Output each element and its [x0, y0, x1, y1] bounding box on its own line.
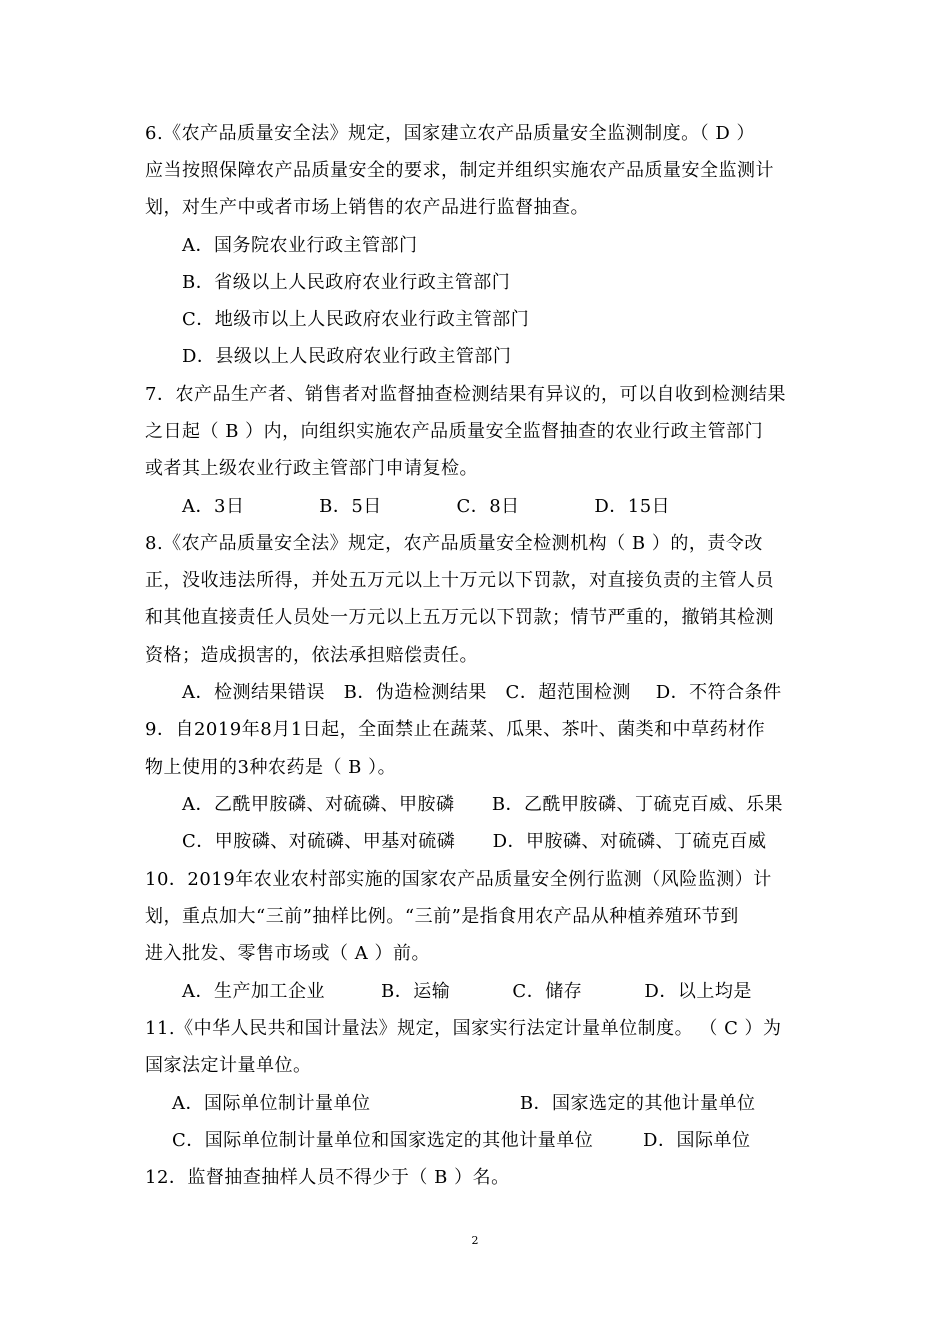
q9-line-2: 物上使用的3种农药是（ B ）。 — [145, 757, 397, 778]
q7-line-1: 7．农产品生产者、销售者对监督抽查检测结果有异议的，可以自收到检测结果 — [145, 384, 786, 405]
q6-line-2: 应当按照保障农产品质量安全的要求，制定并组织实施农产品质量安全监测计 — [145, 160, 774, 181]
q9-options-cd: C．甲胺磷、对硫磷、甲基对硫磷 D．甲胺磷、对硫磷、丁硫克百威 — [182, 831, 767, 852]
page-number: 2 — [471, 1234, 479, 1247]
q7-line-2: 之日起（ B ）内，向组织实施农产品质量安全监督抽查的农业行政主管部门 — [145, 421, 764, 442]
q8-line-2: 正，没收违法所得，并处五万元以上十万元以下罚款，对直接负责的主管人员 — [145, 570, 774, 591]
q7-line-3: 或者其上级农业行政主管部门申请复检。 — [145, 458, 478, 479]
q6-option-c: C．地级市以上人民政府农业行政主管部门 — [182, 309, 530, 330]
q6-option-d: D．县级以上人民政府农业行政主管部门 — [182, 346, 512, 367]
q10-options: A．生产加工企业 B．运输 C．储存 D．以上均是 — [182, 981, 752, 1002]
q11-line-1: 11.《中华人民共和国计量法》规定，国家实行法定计量单位制度。 （ C ）为 — [145, 1018, 782, 1039]
q11-line-2: 国家法定计量单位。 — [145, 1055, 312, 1076]
q8-line-3: 和其他直接责任人员处一万元以上五万元以下罚款；情节严重的，撤销其检测 — [145, 607, 774, 628]
q7-options: A．3日 B．5日 C．8日 D．15日 — [182, 496, 671, 517]
q10-line-1: 10．2019年农业农村部实施的国家农产品质量安全例行监测（风险监测）计 — [145, 869, 772, 890]
q9-options-ab: A．乙酰甲胺磷、对硫磷、甲胺磷 B．乙酰甲胺磷、丁硫克百威、乐果 — [182, 794, 784, 815]
q8-line-4: 资格；造成损害的，依法承担赔偿责任。 — [145, 645, 478, 666]
q11-options-ab: A．国际单位制计量单位 B．国家选定的其他计量单位 — [172, 1093, 756, 1114]
q6-line-1: 6.《农产品质量安全法》规定，国家建立农产品质量安全监测制度。（ D ） — [145, 123, 756, 144]
q6-line-3: 划，对生产中或者市场上销售的农产品进行监督抽查。 — [145, 197, 589, 218]
q12-line-1: 12．监督抽查抽样人员不得少于（ B ）名。 — [145, 1167, 510, 1188]
q11-options-cd: C．国际单位制计量单位和国家选定的其他计量单位 D．国际单位 — [172, 1130, 751, 1151]
q8-line-1: 8.《农产品质量安全法》规定，农产品质量安全检测机构（ B ）的，责令改 — [145, 533, 763, 554]
q9-line-1: 9．自2019年8月1日起，全面禁止在蔬菜、瓜果、茶叶、菌类和中草药材作 — [145, 719, 766, 740]
q10-line-2: 划，重点加大“三前”抽样比例。“三前”是指食用农产品从种植养殖环节到 — [145, 906, 739, 927]
q10-line-3: 进入批发、零售市场或（ A ）前。 — [145, 943, 430, 964]
q6-option-b: B．省级以上人民政府农业行政主管部门 — [182, 272, 511, 293]
q6-option-a: A．国务院农业行政主管部门 — [182, 235, 418, 256]
q8-options: A．检测结果错误 B．伪造检测结果 C．超范围检测 D．不符合条件 — [182, 682, 782, 703]
